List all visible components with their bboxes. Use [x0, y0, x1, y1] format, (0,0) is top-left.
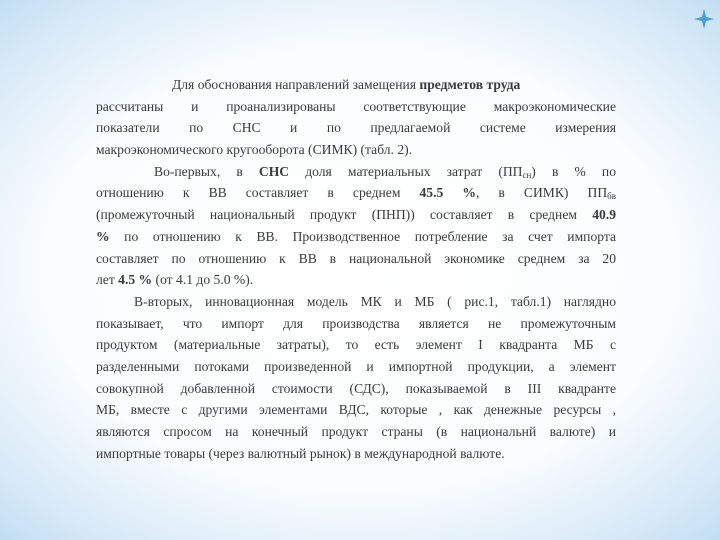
text-segment: являются спросом на конечный продукт страны (в национальнй валюте) и [96, 424, 616, 439]
text-segment: лет [96, 272, 119, 288]
text-segment: макроэкономического кругооборота (СИМК) (табл. 2). [96, 142, 413, 158]
text-line [96, 226, 616, 248]
text-line [96, 378, 616, 400]
text-segment: доля материальных затрат (ПП [289, 163, 523, 179]
star-icon [693, 8, 715, 30]
paragraph [96, 161, 616, 291]
text-line [96, 421, 616, 443]
text-line [96, 204, 616, 226]
text-segment: разделенными потоками произведенной и импортной продукции, а элемент [96, 358, 616, 374]
text-segment: % [96, 228, 110, 244]
text-line [96, 269, 616, 291]
text-segment: составляет по отношению к ВВ в национальной экономике среднем за 20 [96, 250, 616, 266]
text-segment: 4.5 % [118, 272, 153, 288]
text-segment: (от 4.1 до 5.0 %). [152, 272, 254, 288]
text-line [96, 139, 616, 161]
text-segment: по отношению к ВВ. Производственное потребление за счет импорта [109, 228, 616, 244]
text-segment: МБ, вместе с другими элементами ВДС, которые , как денежные ресурсы , [96, 402, 616, 418]
text-segment: ) в % по [531, 163, 616, 179]
text-segment: продуктом (материальные затраты), то есть элемент I квадранта МБ с [96, 337, 616, 353]
text-line [96, 399, 616, 421]
text-segment: 40.9 [592, 207, 616, 223]
text-segment: (промежуточный национальный продукт (ПНП)) составляет в среднем [96, 207, 593, 223]
paragraph [96, 74, 616, 161]
text-line [96, 161, 616, 183]
text-segment: рассчитаны и проанализированы соответствующие макроэкономические [96, 98, 616, 114]
text-segment: Для обоснования направлений замещения [172, 77, 420, 92]
text-segment: Во-первых, в [154, 163, 259, 179]
text-line [96, 356, 616, 378]
paragraph [96, 291, 616, 465]
subscript: сн [522, 169, 532, 180]
body-text [96, 74, 616, 464]
text-segment: показывает, что импорт для производства является не промежуточным [96, 315, 616, 331]
text-segment: совокупной добавленной стоимости (СДС), показываемой в III квадранте [96, 380, 616, 396]
text-segment: СНС [258, 163, 290, 179]
text-line [96, 74, 616, 96]
text-segment: предметов труда [419, 77, 521, 92]
text-segment: импортные товары (через валютный рынок) в международной валюте. [96, 445, 505, 461]
text-line [96, 291, 616, 313]
text-line [96, 443, 616, 465]
text-line [96, 117, 616, 139]
text-segment: показатели по СНС и по предлагаемой системе измерения [96, 120, 616, 136]
text-segment: 45.5 % [419, 185, 476, 201]
text-segment: отношению к ВВ составляет в среднем [96, 185, 420, 201]
text-line [96, 248, 616, 270]
text-segment: В-вторых, инновационная модель МК и МБ ( рис.1, табл.1) наглядно [134, 293, 616, 309]
text-line [96, 96, 616, 118]
subscript: бв [607, 191, 616, 202]
text-line [96, 313, 616, 335]
text-line [96, 182, 616, 204]
text-line [96, 334, 616, 356]
text-segment: , в СИМК) ПП [475, 185, 608, 201]
